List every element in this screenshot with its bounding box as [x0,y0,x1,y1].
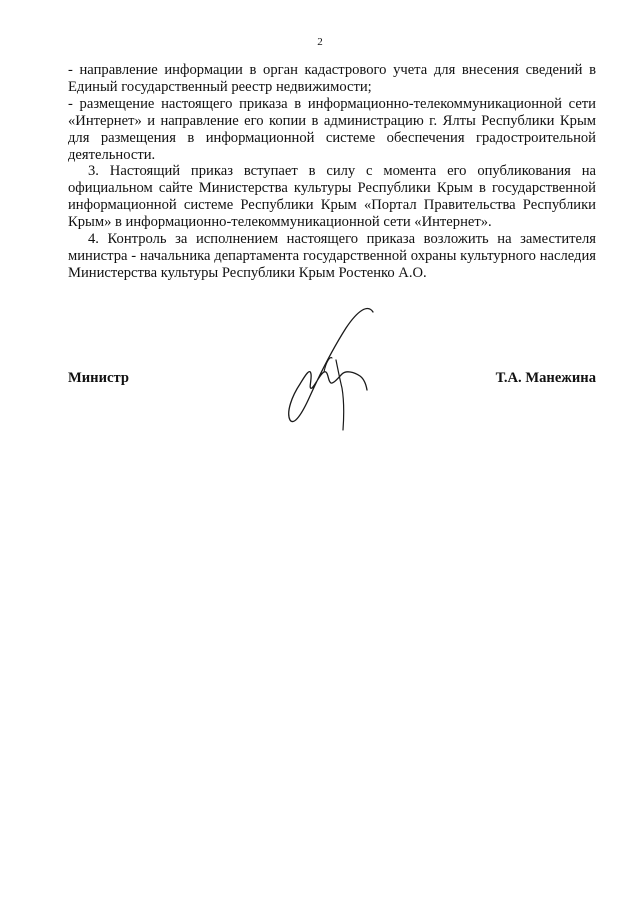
paragraph-control: 4. Контроль за исполнением настоящего приказа возложить на заместителя министра - начальника департамента государственной охраны культурного наследия Министерства культуры Республики Крым Ростенко А.О. [68,231,596,281]
document-body [68,62,596,282]
paragraph-internet-publication: - размещение настоящего приказа в информационно-телекоммуникационной сети «Интернет» и направление его копии в администрацию г. Ялты Республики Крым для размещения в информационной системе обеспечения градостроительной деятельности. [68,95,596,163]
signatory-name: Т.А. Манежина [495,370,596,386]
handwritten-signature [280,300,380,435]
paragraph-effective-date: 3. Настоящий приказ вступает в силу с момента его опубликования на официальном сайте Министерства культуры Республики Крым в государственной информационной системе Республики Крым «Портал Правительства Республики Крым» в информационно-телекоммуникационной сети «Интернет». [68,163,596,231]
signatory-role: Министр [68,370,129,386]
paragraph-cadastral-info: - направление информации в орган кадастрового учета для внесения сведений в Единый государственный реестр недвижимости; [68,62,596,95]
page-number: 2 [317,36,323,48]
